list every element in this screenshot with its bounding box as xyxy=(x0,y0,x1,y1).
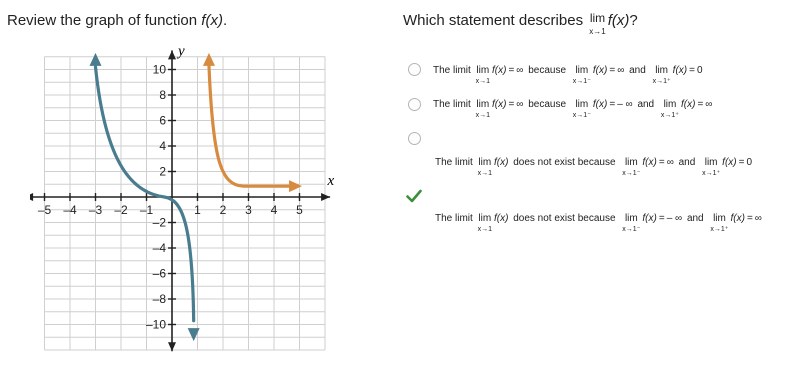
lim-function: f(x) xyxy=(592,99,608,110)
lim-relation: = xyxy=(609,65,616,76)
lim-function: f(x) xyxy=(592,65,608,76)
limit-expression xyxy=(478,158,492,177)
lim-function: f(x) xyxy=(642,157,657,168)
y-tick-label: 4 xyxy=(159,139,166,153)
left-branch-curve xyxy=(96,67,194,321)
lim-word: lim xyxy=(624,157,638,168)
prompt-text xyxy=(7,12,227,29)
graph-axes xyxy=(30,50,330,351)
lim-word: lim xyxy=(624,213,638,224)
question-fx: f(x) xyxy=(607,12,630,29)
y-tick-label: 8 xyxy=(159,88,166,102)
lim-function: f(x) xyxy=(722,157,737,168)
y-tick-label: –8 xyxy=(152,292,166,306)
x-tick-label: –2 xyxy=(114,203,128,217)
lim-subscript: x→1⁻ xyxy=(622,226,641,233)
option-and: and xyxy=(629,65,646,76)
option-prefix: The limit xyxy=(433,99,471,110)
y-tick-label: –10 xyxy=(145,317,166,332)
lim-value: 0 xyxy=(746,157,753,168)
lim-value: – ∞ xyxy=(617,99,633,110)
limit-expression xyxy=(702,158,720,177)
lim-value: ∞ xyxy=(754,213,762,224)
question-text xyxy=(403,12,638,36)
lim-subscript: x→1⁺ xyxy=(710,226,729,233)
option-connector: does not exist because xyxy=(513,213,616,224)
lim-subscript: x→1 xyxy=(475,78,490,85)
limit-expression xyxy=(476,66,490,85)
x-tick-label: 4 xyxy=(270,203,278,217)
limit-expression xyxy=(573,100,591,119)
prompt-fx: f(x) xyxy=(201,12,223,29)
lim-function: f(x) xyxy=(672,65,688,76)
lim-word: lim xyxy=(476,65,490,76)
lim-relation: = xyxy=(658,213,665,224)
option-and: and xyxy=(678,157,696,168)
y-tick-label: –6 xyxy=(152,266,166,281)
x-tick-label: –5 xyxy=(37,203,52,217)
graph-grid xyxy=(45,57,326,350)
lim-subscript: x→1 xyxy=(475,112,490,119)
y-axis-label: y xyxy=(178,45,185,60)
limit-expression xyxy=(710,214,728,233)
y-tick-label: –4 xyxy=(152,241,166,255)
option-prefix: The limit xyxy=(435,213,473,224)
right-branch-arrow-up xyxy=(203,53,215,66)
question-limit xyxy=(589,12,605,36)
lim-relation: = xyxy=(689,65,695,76)
x-tick-label: 5 xyxy=(296,203,303,217)
right-branch-curve xyxy=(209,66,289,186)
lim-subscript: x→1⁺ xyxy=(660,112,679,119)
lim-value: ∞ xyxy=(516,65,524,76)
question-lim-sub: x→1 xyxy=(589,27,606,36)
question-lim-word: lim xyxy=(589,11,606,25)
lim-subscript: x→1 xyxy=(477,226,492,233)
function-graph xyxy=(30,45,350,355)
lim-function: f(x) xyxy=(681,99,696,110)
lim-relation: = xyxy=(508,65,515,76)
y-tick-label: 6 xyxy=(159,113,166,128)
limit-expression xyxy=(653,66,671,85)
lim-word: lim xyxy=(663,99,677,110)
limit-expression xyxy=(478,214,492,233)
option-and: and xyxy=(686,213,704,224)
lim-value: 0 xyxy=(696,65,703,76)
lim-function: f(x) xyxy=(491,65,507,76)
lim-word: lim xyxy=(575,99,589,110)
question-after: ? xyxy=(629,12,638,29)
x-axis-arrow-left xyxy=(30,193,33,201)
lim-subscript: x→1 xyxy=(477,170,492,177)
option-connector: does not exist because xyxy=(513,157,616,168)
lim-relation: = xyxy=(508,99,515,110)
prompt-before: Review the graph of function xyxy=(7,12,202,29)
left-branch-arrow-up xyxy=(90,53,102,66)
x-tick-label: –1 xyxy=(139,203,154,217)
option-connector: because xyxy=(528,99,567,110)
option-prefix: The limit xyxy=(435,157,473,168)
lim-value: – ∞ xyxy=(666,213,683,224)
limit-expression xyxy=(622,158,640,177)
x-tick-label: –4 xyxy=(63,203,77,217)
lim-relation: = xyxy=(697,99,704,110)
x-axis-arrow-right xyxy=(321,193,330,201)
limit-expression xyxy=(573,66,591,85)
y-axis-arrow-up xyxy=(168,50,176,59)
x-tick-label: 1 xyxy=(194,203,201,217)
lim-relation: = xyxy=(609,99,616,110)
answer-option-A[interactable] xyxy=(433,66,703,85)
prompt-after: . xyxy=(222,12,228,29)
answer-option-D[interactable] xyxy=(435,214,762,233)
lim-relation: = xyxy=(746,213,753,224)
lim-word: lim xyxy=(704,157,718,168)
lim-word: lim xyxy=(575,65,589,76)
y-tick-label: 2 xyxy=(159,164,166,179)
x-tick-label: 2 xyxy=(219,203,227,217)
lim-word: lim xyxy=(478,157,492,168)
answer-option-B[interactable] xyxy=(433,100,712,119)
lim-function: f(x) xyxy=(493,157,509,168)
lim-function: f(x) xyxy=(491,99,507,110)
right-branch-arrow-right xyxy=(289,180,302,192)
lim-subscript: x→1⁺ xyxy=(702,170,721,177)
lim-value: ∞ xyxy=(705,99,713,110)
lim-function: f(x) xyxy=(730,213,745,224)
x-tick-label: 3 xyxy=(245,203,252,217)
option-and: and xyxy=(637,99,655,110)
limit-expression xyxy=(476,100,490,119)
lim-subscript: x→1⁺ xyxy=(652,78,671,85)
lim-value: ∞ xyxy=(666,157,674,168)
lim-subscript: x→1⁻ xyxy=(572,112,591,119)
lim-subscript: x→1⁻ xyxy=(622,170,641,177)
lim-word: lim xyxy=(713,213,726,224)
x-tick-label: –3 xyxy=(88,203,103,217)
option-prefix: The limit xyxy=(433,65,471,76)
answer-radio-C[interactable] xyxy=(408,132,421,145)
y-tick-label: –2 xyxy=(152,215,166,230)
question-before: Which statement describes xyxy=(403,12,584,29)
answer-option-C[interactable] xyxy=(435,158,752,177)
answer-radio-B[interactable] xyxy=(408,98,421,111)
limit-expression xyxy=(661,100,679,119)
lim-word: lim xyxy=(655,65,669,76)
correct-check-icon xyxy=(406,189,422,203)
lim-function: f(x) xyxy=(493,213,509,224)
lim-value: ∞ xyxy=(516,99,524,110)
lim-function: f(x) xyxy=(642,213,657,224)
lim-word: lim xyxy=(476,99,490,110)
y-tick-label: 10 xyxy=(152,62,166,77)
x-axis-label: x xyxy=(327,173,335,189)
option-connector: because xyxy=(528,65,567,76)
lim-value: ∞ xyxy=(617,65,625,76)
lim-relation: = xyxy=(738,157,745,168)
limit-expression xyxy=(622,214,640,233)
answer-radio-A[interactable] xyxy=(408,63,421,76)
lim-relation: = xyxy=(658,157,665,168)
lim-word: lim xyxy=(478,213,492,224)
lim-subscript: x→1⁻ xyxy=(572,78,591,85)
